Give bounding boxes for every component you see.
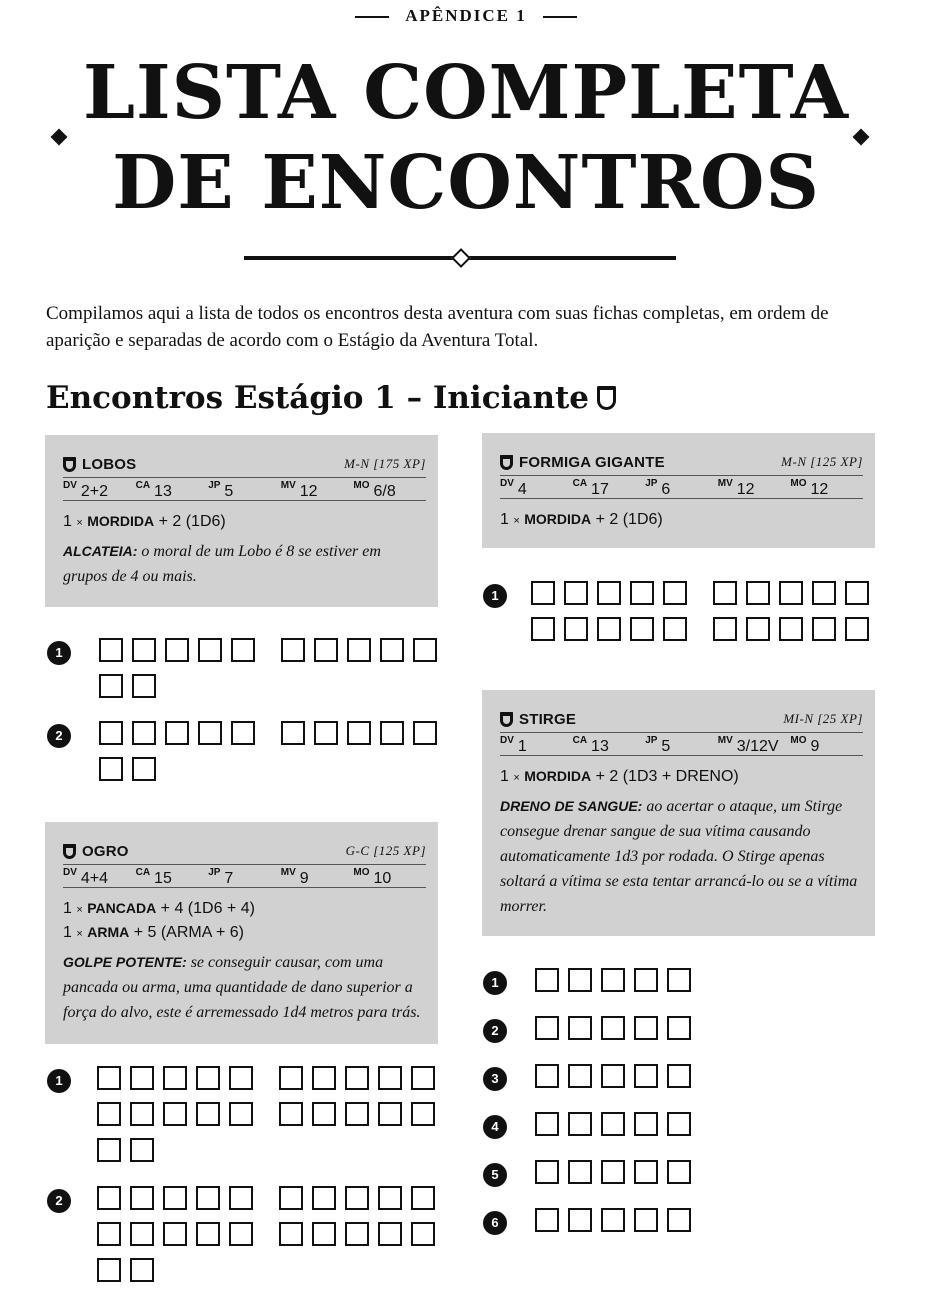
hp-checkbox[interactable] <box>99 757 123 781</box>
stat-dv: DV 4 <box>500 478 527 498</box>
hp-checkbox[interactable] <box>845 617 869 641</box>
stat-mv: MV 12 <box>717 478 755 498</box>
stat-dv: DV 1 <box>500 735 527 755</box>
hp-checkbox[interactable] <box>97 1066 121 1090</box>
hp-checkbox[interactable] <box>630 581 654 605</box>
monster-size-xp: M-N [175 XP] <box>344 456 426 471</box>
hp-checkbox[interactable] <box>312 1066 336 1090</box>
group-number-badge-stirge-4: 4 <box>483 1115 507 1139</box>
hp-checkbox[interactable] <box>380 638 404 662</box>
hp-checkbox[interactable] <box>634 1208 658 1232</box>
stat-row <box>500 475 863 499</box>
special-ability: GOLPE POTENTE: se conseguir causar, com uma pancada ou arma, uma quantidade de dano superior a força do alvo, este é arremessado 1d4 metros para trás. <box>63 954 421 1021</box>
special-ability: ALCATEIA: o moral de um Lobo é 8 se estiver em grupos de 4 ou mais. <box>63 543 381 585</box>
hp-checkbox[interactable] <box>411 1186 435 1210</box>
hp-checkbox[interactable] <box>130 1258 154 1282</box>
monster-card-lobos <box>45 435 438 607</box>
hp-checkbox[interactable] <box>132 674 156 698</box>
hp-checkbox[interactable] <box>568 1160 592 1184</box>
hp-checkbox[interactable] <box>163 1186 187 1210</box>
hp-checkbox[interactable] <box>601 1112 625 1136</box>
hp-checkbox[interactable] <box>347 721 371 745</box>
hp-checkbox[interactable] <box>531 581 555 605</box>
hp-checkbox[interactable] <box>99 721 123 745</box>
hp-checkbox[interactable] <box>231 638 255 662</box>
group-number-badge-stirge-1: 1 <box>483 971 507 995</box>
hp-checkbox[interactable] <box>279 1066 303 1090</box>
stat-row <box>500 732 863 756</box>
hp-checkbox[interactable] <box>99 674 123 698</box>
shield-icon <box>500 455 513 470</box>
hp-checkbox[interactable] <box>130 1186 154 1210</box>
hp-checkbox[interactable] <box>314 721 338 745</box>
hp-checkbox[interactable] <box>812 581 836 605</box>
hp-checkbox[interactable] <box>281 721 305 745</box>
hp-checkbox[interactable] <box>634 1016 658 1040</box>
hp-checkbox[interactable] <box>196 1102 220 1126</box>
hp-checkbox[interactable] <box>163 1066 187 1090</box>
hp-checkbox[interactable] <box>601 1064 625 1088</box>
hp-checkbox[interactable] <box>130 1138 154 1162</box>
stat-row <box>63 864 426 888</box>
card-header <box>63 842 426 860</box>
hp-checkbox[interactable] <box>779 581 803 605</box>
hp-checkbox[interactable] <box>564 581 588 605</box>
monster-size-xp: MI-N [25 XP] <box>783 711 863 726</box>
hp-checkbox[interactable] <box>713 581 737 605</box>
section-title-text: Encontros Estágio 1 – Iniciante <box>46 380 590 416</box>
stat-mv: MV 12 <box>280 480 318 500</box>
group-number-badge-ogro-2: 2 <box>47 1189 71 1213</box>
attack-line: 1 × MORDIDA + 2 (1D6) <box>500 511 663 528</box>
hp-checkbox[interactable] <box>97 1138 121 1162</box>
hp-checkbox[interactable] <box>229 1102 253 1126</box>
hp-checkbox[interactable] <box>597 617 621 641</box>
stat-ca: CA 15 <box>135 867 172 887</box>
shield-icon <box>63 457 76 472</box>
hp-checkbox[interactable] <box>568 1016 592 1040</box>
stat-dv: DV 4+4 <box>63 867 109 887</box>
hp-checkbox[interactable] <box>345 1102 369 1126</box>
shield-icon <box>500 712 513 727</box>
hp-checkbox[interactable] <box>347 638 371 662</box>
stat-ca: CA 13 <box>135 480 172 500</box>
page-title-line-1: LISTA COMPLETA <box>82 50 850 136</box>
hp-checkbox[interactable] <box>196 1066 220 1090</box>
hp-checkbox[interactable] <box>97 1222 121 1246</box>
group-number-badge-stirge-3: 3 <box>483 1067 507 1091</box>
kicker-rule-left <box>355 16 389 18</box>
hp-checkbox[interactable] <box>378 1102 402 1126</box>
hp-checkbox[interactable] <box>634 1112 658 1136</box>
stat-jp: JP 7 <box>208 867 234 887</box>
attack-line: 1 × PANCADA + 4 (1D6 + 4) <box>63 900 255 917</box>
group-number-badge-stirge-6: 6 <box>483 1211 507 1235</box>
hp-checkbox[interactable] <box>601 1208 625 1232</box>
stat-ca: CA 17 <box>572 478 609 498</box>
monster-card-ogro <box>45 822 438 1044</box>
card-header <box>63 455 426 473</box>
section-title <box>46 380 616 416</box>
hp-checkbox[interactable] <box>279 1102 303 1126</box>
hp-checkbox[interactable] <box>196 1186 220 1210</box>
monster-card-formiga-gigante <box>482 433 875 548</box>
hp-checkbox[interactable] <box>667 1112 691 1136</box>
hp-checkbox[interactable] <box>99 638 123 662</box>
stat-mo: MO 10 <box>353 867 392 887</box>
hp-checkbox[interactable] <box>345 1222 369 1246</box>
hp-checkbox[interactable] <box>411 1066 435 1090</box>
hp-checkbox[interactable] <box>411 1102 435 1126</box>
hp-checkbox[interactable] <box>663 581 687 605</box>
hp-checkbox[interactable] <box>667 1208 691 1232</box>
hp-checkbox[interactable] <box>312 1186 336 1210</box>
hp-checkbox[interactable] <box>568 1112 592 1136</box>
group-number-badge-stirge-2: 2 <box>483 1019 507 1043</box>
hp-checkbox[interactable] <box>97 1186 121 1210</box>
group-number-badge-stirge-5: 5 <box>483 1163 507 1187</box>
hp-checkbox[interactable] <box>378 1222 402 1246</box>
group-number-badge-lobos-1: 1 <box>47 641 71 665</box>
hp-checkbox[interactable] <box>845 581 869 605</box>
hp-checkbox[interactable] <box>535 1208 559 1232</box>
hp-checkbox[interactable] <box>597 581 621 605</box>
hp-checkbox[interactable] <box>229 1186 253 1210</box>
left-diamond-ornament <box>51 129 68 146</box>
hp-checkbox[interactable] <box>531 617 555 641</box>
hp-checkbox[interactable] <box>634 1160 658 1184</box>
monster-name: STIRGE <box>519 710 577 728</box>
appendix-label: APÊNDICE 1 <box>405 6 527 25</box>
monster-size-xp: G-C [125 XP] <box>345 843 426 858</box>
hp-checkbox[interactable] <box>378 1066 402 1090</box>
hp-checkbox[interactable] <box>132 638 156 662</box>
hp-checkbox[interactable] <box>132 757 156 781</box>
hp-checkbox[interactable] <box>667 1064 691 1088</box>
monster-card-stirge <box>482 690 875 936</box>
hp-checkbox[interactable] <box>163 1222 187 1246</box>
hp-checkbox[interactable] <box>535 968 559 992</box>
hp-checkbox[interactable] <box>413 721 437 745</box>
special-ability: DRENO DE SANGUE: ao acertar o ataque, um Stirge consegue drenar sangue de sua vítima causando automaticamente 1d3 por rodada. O Stirge apenas soltará a vítima se esta tentar arrancá-lo ou se a vítima morrer. <box>500 798 858 915</box>
stat-mo: MO 6/8 <box>353 480 396 500</box>
appendix-kicker <box>0 6 932 26</box>
hp-checkbox[interactable] <box>535 1064 559 1088</box>
hp-checkbox[interactable] <box>713 617 737 641</box>
hp-checkbox[interactable] <box>229 1222 253 1246</box>
stat-dv: DV 2+2 <box>63 480 109 500</box>
hp-checkbox[interactable] <box>568 968 592 992</box>
hp-checkbox[interactable] <box>564 617 588 641</box>
stat-mo: MO 9 <box>790 735 820 755</box>
stat-jp: JP 5 <box>208 480 234 500</box>
kicker-rule-right <box>543 16 577 18</box>
monster-name: LOBOS <box>82 455 137 473</box>
group-number-badge-lobos-2: 2 <box>47 724 71 748</box>
stat-mv: MV 3/12V <box>717 735 779 755</box>
stat-jp: JP 5 <box>645 735 671 755</box>
hp-checkbox[interactable] <box>196 1222 220 1246</box>
hp-checkbox[interactable] <box>279 1186 303 1210</box>
hp-checkbox[interactable] <box>312 1222 336 1246</box>
hp-checkbox[interactable] <box>746 581 770 605</box>
hp-checkbox[interactable] <box>411 1222 435 1246</box>
hp-checkbox[interactable] <box>663 617 687 641</box>
hp-checkbox[interactable] <box>279 1222 303 1246</box>
hp-checkbox[interactable] <box>165 721 189 745</box>
hp-checkbox[interactable] <box>130 1222 154 1246</box>
right-diamond-ornament <box>853 129 870 146</box>
attack-line: 1 × MORDIDA + 2 (1D6) <box>63 513 226 530</box>
hp-checkbox[interactable] <box>812 617 836 641</box>
hp-checkbox[interactable] <box>746 617 770 641</box>
group-number-badge-formiga-1: 1 <box>483 584 507 608</box>
attack-line: 1 × MORDIDA + 2 (1D3 + DRENO) <box>500 768 739 785</box>
stat-mv: MV 9 <box>280 867 309 887</box>
hp-checkbox[interactable] <box>568 1064 592 1088</box>
hp-checkbox[interactable] <box>667 1160 691 1184</box>
hp-checkbox[interactable] <box>535 1112 559 1136</box>
hp-checkbox[interactable] <box>413 638 437 662</box>
hp-checkbox[interactable] <box>314 638 338 662</box>
hp-checkbox[interactable] <box>231 721 255 745</box>
hp-checkbox[interactable] <box>97 1102 121 1126</box>
hp-checkbox[interactable] <box>163 1102 187 1126</box>
stat-row <box>63 477 426 501</box>
shield-icon <box>597 386 616 410</box>
hp-checkbox[interactable] <box>535 1160 559 1184</box>
hp-checkbox[interactable] <box>198 721 222 745</box>
hp-checkbox[interactable] <box>568 1208 592 1232</box>
hp-checkbox[interactable] <box>312 1102 336 1126</box>
hp-checkbox[interactable] <box>345 1066 369 1090</box>
shield-icon <box>63 844 76 859</box>
hp-checkbox[interactable] <box>229 1066 253 1090</box>
group-number-badge-ogro-1: 1 <box>47 1069 71 1093</box>
hp-checkbox[interactable] <box>97 1258 121 1282</box>
hp-checkbox[interactable] <box>630 617 654 641</box>
hp-checkbox[interactable] <box>667 968 691 992</box>
stat-mo: MO 12 <box>790 478 829 498</box>
hp-checkbox[interactable] <box>132 721 156 745</box>
card-header <box>500 710 863 728</box>
card-header <box>500 453 863 471</box>
hp-checkbox[interactable] <box>281 638 305 662</box>
hp-checkbox[interactable] <box>535 1016 559 1040</box>
stat-ca: CA 13 <box>572 735 609 755</box>
monster-size-xp: M-N [125 XP] <box>781 454 863 469</box>
page-title-line-2: DE ENCONTROS <box>112 140 820 226</box>
hp-checkbox[interactable] <box>198 638 222 662</box>
stat-jp: JP 6 <box>645 478 671 498</box>
hp-checkbox[interactable] <box>130 1066 154 1090</box>
hp-checkbox[interactable] <box>378 1186 402 1210</box>
hp-checkbox[interactable] <box>667 1016 691 1040</box>
hp-checkbox[interactable] <box>601 968 625 992</box>
hp-checkbox[interactable] <box>601 1160 625 1184</box>
monster-name: FORMIGA GIGANTE <box>519 453 665 471</box>
hp-checkbox[interactable] <box>634 968 658 992</box>
hp-checkbox[interactable] <box>130 1102 154 1126</box>
hp-checkbox[interactable] <box>165 638 189 662</box>
intro-paragraph: Compilamos aqui a lista de todos os encontros desta aventura com suas fichas completas, em ordem de aparição e separadas de acordo com o Estágio da Aventura Total. <box>46 303 829 351</box>
attack-line: 1 × ARMA + 5 (ARMA + 6) <box>63 924 244 941</box>
hp-checkbox[interactable] <box>345 1186 369 1210</box>
hp-checkbox[interactable] <box>601 1016 625 1040</box>
hp-checkbox[interactable] <box>779 617 803 641</box>
hp-checkbox[interactable] <box>634 1064 658 1088</box>
monster-name: OGRO <box>82 842 129 860</box>
divider-diamond-ornament <box>451 248 471 268</box>
hp-checkbox[interactable] <box>380 721 404 745</box>
